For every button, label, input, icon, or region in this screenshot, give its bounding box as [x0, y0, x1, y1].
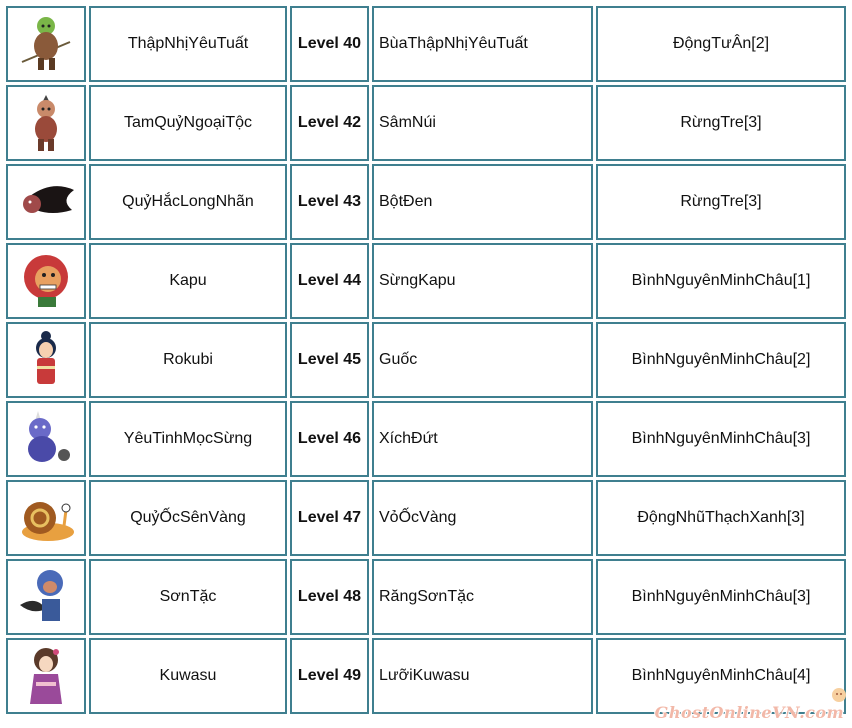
monster-name: TamQuỷNgoạiTộc [89, 85, 287, 161]
drop-item: SâmNúi [372, 85, 593, 161]
table-row [6, 480, 846, 556]
table-row [6, 322, 846, 398]
monster-level: Level 44 [290, 243, 369, 319]
monster-table [3, 3, 849, 717]
monster-level: Level 49 [290, 638, 369, 714]
map-location: BìnhNguyênMinhChâu[3] [596, 401, 846, 477]
table-row [6, 6, 846, 82]
monster-name: Kapu [89, 243, 287, 319]
warrior-monster-sprite [16, 12, 76, 76]
monster-image-cell [6, 243, 86, 319]
monster-level: Level 47 [290, 480, 369, 556]
ghost-logo-icon [830, 686, 848, 704]
blue-bandit-sprite [16, 565, 76, 629]
kimono-girl-sprite [16, 328, 76, 392]
monster-name: Kuwasu [89, 638, 287, 714]
blue-horned-oni-sprite [16, 407, 76, 471]
drop-item: SừngKapu [372, 243, 593, 319]
map-location: RừngTre[3] [596, 85, 846, 161]
map-location: BìnhNguyênMinhChâu[1] [596, 243, 846, 319]
monster-name: QuỷHắcLongNhãn [89, 164, 287, 240]
monster-level: Level 40 [290, 6, 369, 82]
table-row [6, 401, 846, 477]
watermark: GhostOnlineVN.com [654, 703, 844, 722]
monster-image-cell [6, 638, 86, 714]
drop-item: LưỡiKuwasu [372, 638, 593, 714]
table-row [6, 243, 846, 319]
monster-name: Rokubi [89, 322, 287, 398]
map-location: ĐộngNhũThạchXanh[3] [596, 480, 846, 556]
monster-level: Level 46 [290, 401, 369, 477]
monster-image-cell [6, 85, 86, 161]
table-row [6, 164, 846, 240]
drop-item: XíchĐứt [372, 401, 593, 477]
monster-level: Level 42 [290, 85, 369, 161]
map-location: RừngTre[3] [596, 164, 846, 240]
monster-image-cell [6, 164, 86, 240]
geisha-sprite [16, 644, 76, 708]
monster-name: QuỷỐcSênVàng [89, 480, 287, 556]
map-location: BìnhNguyênMinhChâu[2] [596, 322, 846, 398]
drop-item: BộtĐen [372, 164, 593, 240]
red-maned-oni-sprite [16, 249, 76, 313]
table-row [6, 85, 846, 161]
monster-level: Level 43 [290, 164, 369, 240]
monster-image-cell [6, 559, 86, 635]
map-location: ĐộngTưÂn[2] [596, 6, 846, 82]
monster-image-cell [6, 480, 86, 556]
tribal-monster-sprite [16, 91, 76, 155]
drop-item: Guốc [372, 322, 593, 398]
map-location: BìnhNguyênMinhChâu[4] [596, 638, 846, 714]
drop-item: BùaThậpNhịYêuTuất [372, 6, 593, 82]
monster-image-cell [6, 322, 86, 398]
golden-snail-sprite [16, 486, 76, 550]
monster-level: Level 45 [290, 322, 369, 398]
monster-name: SơnTặc [89, 559, 287, 635]
monster-level: Level 48 [290, 559, 369, 635]
table-row [6, 559, 846, 635]
monster-name: ThậpNhịYêuTuất [89, 6, 287, 82]
map-location: BìnhNguyênMinhChâu[3] [596, 559, 846, 635]
monster-image-cell [6, 6, 86, 82]
drop-item: VỏỐcVàng [372, 480, 593, 556]
black-hair-demon-sprite [16, 170, 76, 234]
monster-name: YêuTinhMọcSừng [89, 401, 287, 477]
monster-image-cell [6, 401, 86, 477]
drop-item: RăngSơnTặc [372, 559, 593, 635]
